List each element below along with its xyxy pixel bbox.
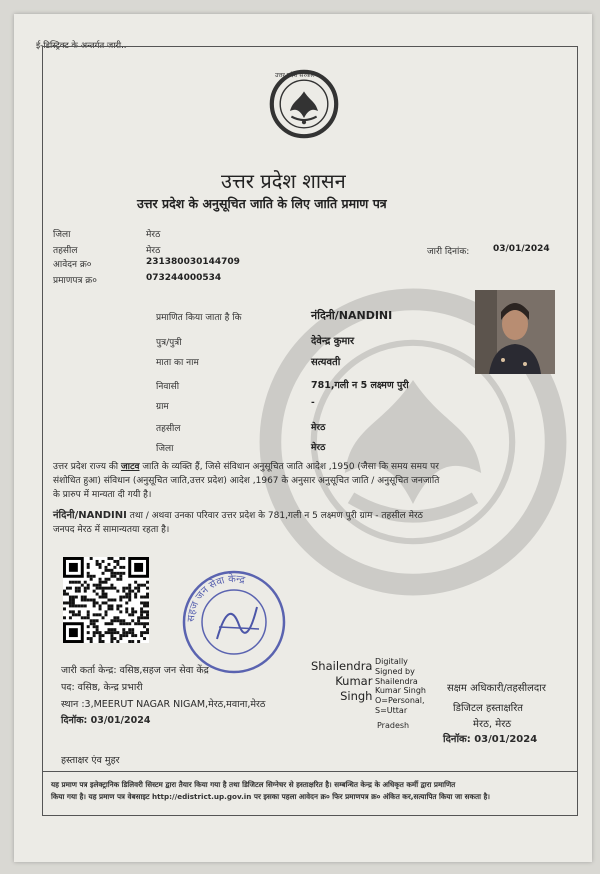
certificate-frame [42, 46, 578, 816]
mother-name: सत्यवती [311, 357, 341, 368]
sig-detail-7: Pradesh [377, 721, 410, 730]
jan-seva-kendra-stamp-icon [179, 567, 289, 677]
paragraph-line1-rest: जाति के व्यक्ति हैं, जिसे संविधान अनुसूचित जाति आदेश ,1950 (जैसा कि समय समय पर [142, 462, 439, 472]
tehsil-value: मेरठ [146, 246, 161, 256]
certificate-page [14, 14, 592, 862]
village-value: - [311, 398, 315, 408]
resident-address: 781,गली न 5 लक्ष्मण पुरी [311, 380, 409, 391]
footer-line2: किया गया है। यह प्रमाण पत्र वेबसाइट http://edistrict.up.gov.in पर इसका पहला आवेदन क्र० फिर प्रमाणपत्र क्र० अंकित कर,सत्यापित किया जा सकता है। [51, 792, 490, 801]
caste-name: जाटव [120, 462, 140, 472]
application-label: आवेदन क्र० [53, 260, 92, 270]
holder-name: नंदिनी/NANDINI [311, 309, 393, 322]
certificate-number-label: प्रमाणपत्र क्र० [53, 276, 97, 286]
residence-line1-rest: तथा / अथवा उनका परिवार उत्तर प्रदेश के 781,गली न 5 लक्ष्मण पुरी ग्राम - तहसील मेरठ [129, 511, 423, 521]
footer-line1: यह प्रमाण पत्र इलेक्ट्रानिक डिलिवरी सिस्टम द्वारा तैयार किया गया है तथा डिजिटल सिग्नेचर से हस्ताक्षरित है। सम्बन्धित केन्द्र के अधिकृत कर्मी द्वारा प्रमाणित [51, 780, 456, 789]
authority-date: दिनॉक: 03/01/2024 [443, 734, 538, 745]
up-government-emblem-icon [269, 69, 339, 139]
sig-detail-5: O=Personal, [375, 696, 425, 706]
digital-signature-details [375, 657, 426, 716]
issuer-place: स्थान :3,MEERUT NAGAR NIGAM,मेरठ,मवाना,मेरठ [61, 699, 266, 710]
paragraph-line3: के प्रारुप में मान्यता दी गयी है। [53, 490, 152, 500]
issuer-center: जारी कर्ता केन्द्र: वसिष्ठ,सहज जन सेवा केंद्र [61, 665, 209, 676]
sig-detail-6: S=Uttar [375, 705, 408, 715]
signature-seal-label: हस्ताक्षर एंव मुहर [61, 755, 120, 766]
relation-label: पुत्र/पुत्री [156, 338, 182, 348]
tehsil-label: तहसील [53, 246, 78, 256]
mother-label: माता का नाम [156, 358, 199, 368]
sig-detail-2: Signed by [375, 666, 415, 676]
sig-detail-4: Kumar Singh [375, 686, 426, 696]
digital-signature-name [311, 659, 372, 704]
residence-paragraph [53, 509, 573, 537]
issue-date-label: जारी दिनांक: [427, 247, 470, 257]
signer-name-line3: Singh [340, 689, 373, 703]
government-title: उत्तर प्रदेश शासन [221, 169, 346, 193]
caste-paragraph [53, 460, 573, 502]
footer-note [51, 779, 490, 803]
village-label: ग्राम [156, 402, 169, 412]
father-name: देवेन्द्र कुमार [311, 336, 355, 347]
detail-district-label: जिला [156, 444, 174, 454]
footer-divider [43, 771, 577, 772]
header-note: ई-डिस्ट्रिक्ट के अन्तर्गत जारी.. [36, 41, 127, 51]
certificate-title: उत्तर प्रदेश के अनुसूचित जाति के लिए जाति प्रमाण पत्र [137, 196, 387, 211]
sig-detail-1: Digitally [375, 657, 408, 666]
residence-line2: जनपद मेरठ में सामान्यतया रहता है। [53, 525, 170, 535]
qr-code-icon [63, 557, 149, 643]
sig-detail-3: Shailendra [375, 676, 418, 686]
paragraph-holder-name: नंदिनी/NANDINI [53, 510, 127, 521]
detail-district-value: मेरठ [311, 443, 326, 453]
issuer-date: दिनॉक: 03/01/2024 [61, 715, 151, 726]
person-photo-icon [475, 290, 555, 374]
detail-tehsil-value: मेरठ [311, 423, 326, 433]
certified-label: प्रमाणित किया जाता है कि [156, 313, 242, 323]
svg-text:सहज जन सेवा केन्द्र [186, 573, 247, 622]
authority-place: मेरठ, मेरठ [473, 719, 512, 730]
authority-signed: डिजिटल हस्ताक्षरित [453, 703, 523, 714]
signer-name-line1: Shailendra [311, 659, 373, 673]
application-number: 231380030144709 [146, 257, 240, 267]
paragraph-intro: उत्तर प्रदेश राज्य की [53, 462, 119, 472]
stamp-text: सहज जन सेवा केन्द्र [185, 573, 246, 623]
certificate-number: 073244000534 [146, 273, 222, 283]
emblem-text: उत्तर प्रदेश सरकार [275, 72, 315, 79]
authority-title: सक्षम अधिकारी/तहसीलदार [447, 683, 546, 694]
issuer-post: पद: वसिष्ठ, केन्द्र प्रभारी [61, 682, 143, 693]
paragraph-line2: संशोधित हुआ) संविधान (अनुसूचित जाति,उत्तर प्रदेश) आदेश ,1967 के अनुसार अनुसूचित जाति / अनुसूचित जनजाति [53, 476, 440, 486]
holder-photo [475, 290, 555, 374]
resident-label: निवासी [156, 382, 180, 392]
issue-date: 03/01/2024 [493, 244, 550, 254]
district-value: मेरठ [146, 230, 161, 240]
signer-name-line2: Kumar [335, 674, 373, 688]
detail-tehsil-label: तहसील [156, 424, 181, 434]
district-label: जिला [53, 230, 71, 240]
